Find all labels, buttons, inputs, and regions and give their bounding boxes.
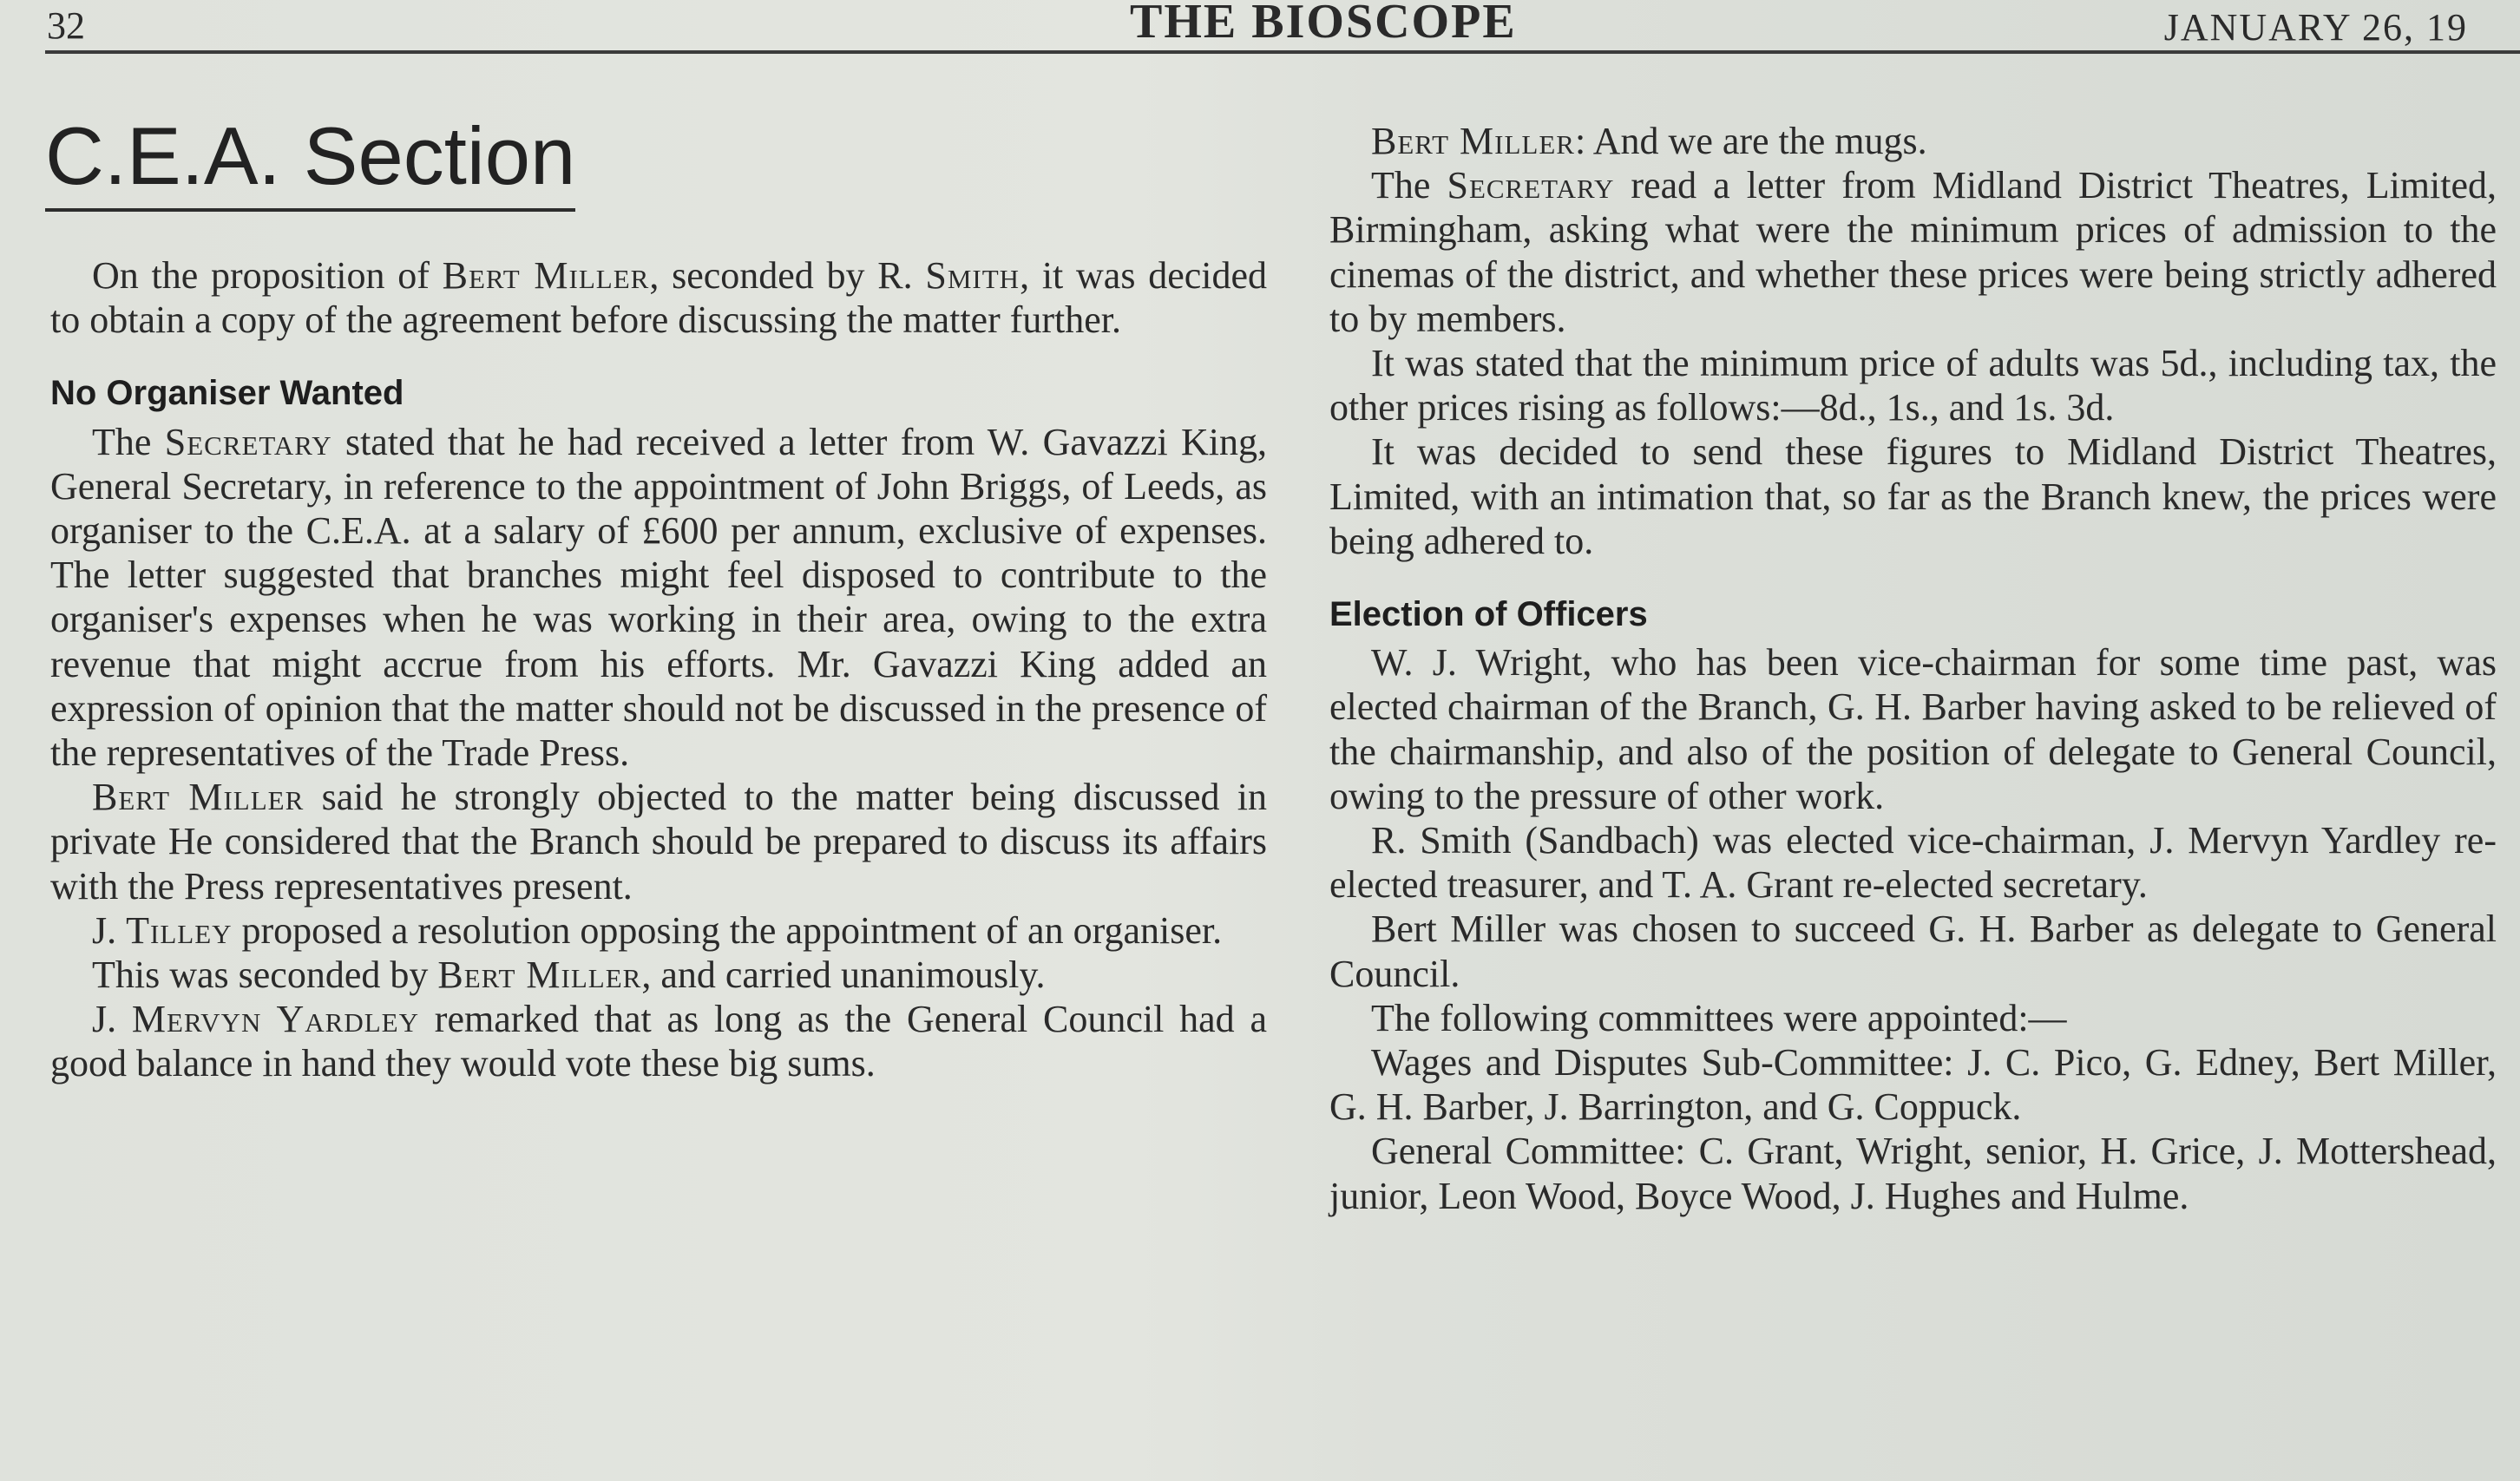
paragraph: This was seconded by Bert Miller, and carried unanimously. (92, 953, 1046, 997)
column-right (1329, 119, 2497, 1218)
paragraph: General Committee: C. Grant, Wright, senior, H. Grice, J. Mottershead, junior, Leon Wood, Boyce Wood, J. Hughes and Hulme. (1329, 1130, 2497, 1217)
paragraph: On the proposition of Bert Miller, seconded by R. Smith, it was decided to obtain a copy of the agreement before discussing the matter further. (50, 254, 1268, 342)
paragraph: It was stated that the minimum price of adults was 5d., including tax, the other prices rising as follows:—8d., 1s., and 1s. 3d. (1329, 342, 2497, 429)
publication-title: THE BIOSCOPE (1130, 0, 1517, 49)
paragraph: J. Mervyn Yardley remarked that as long as the General Council had a good balance in hand they would vote these big sums. (50, 998, 1267, 1085)
paragraph: W. J. Wright, who has been vice-chairman for some time past, was elected chairman of the Branch, G. H. Barber having asked to be relieved of the chairmanship, and also of the position of delegate to General Council, owing to the pressure of other work. (1329, 641, 2497, 817)
person-name: Secretary (1447, 164, 1615, 207)
section-title: C.E.A. Section (45, 113, 575, 212)
person-name: Bert Miller (442, 254, 650, 297)
person-name: Mervyn Yardley (131, 998, 419, 1041)
paragraph: R. Smith (Sandbach) was elected vice-chairman, J. Mervyn Yardley re-elected treasurer, and T. A. Grant re-elected secretary. (1329, 819, 2497, 907)
paragraph: The following committees were appointed:— (1371, 996, 2067, 1039)
column-left (50, 253, 1267, 1086)
paragraph: Bert Miller: And we are the mugs. (1371, 120, 1927, 162)
person-name: Smith (925, 254, 1020, 297)
paragraph: It was decided to send these figures to Midland District Theatres, Limited, with an intimation that, so far as the Branch knew, the prices were being adhered to. (1329, 430, 2497, 562)
paragraph: J. Tilley proposed a resolution opposing the appointment of an organiser. (92, 908, 1223, 952)
person-name: Secretary (164, 420, 332, 463)
person-name: Tilley (126, 908, 233, 952)
paragraph: The Secretary read a letter from Midland District Theatres, Limited, Birmingham, asking what were the minimum prices of admission to the cinemas of the district, and whether these prices were being strictly adhered to by members. (1329, 164, 2497, 340)
paragraph: The Secretary stated that he had received a letter from W. Gavazzi King, General Secretary, in reference to the appointment of John Briggs, of Leeds, as organiser to the C.E.A. at a salary of £600 per annum, exclusive of expenses. The letter suggested that branches might feel disposed to contribute to the organiser's expenses when he was working in their area, owing to the extra revenue that might accrue from his efforts. Mr. Gavazzi King added an expression of opinion that the matter should not be discussed in the presence of the representatives of the Trade Press. (50, 420, 1268, 775)
page-number: 32 (47, 4, 85, 47)
page-header (45, 0, 2520, 54)
issue-date: JANUARY 26, 19 (2163, 6, 2468, 49)
person-name: Bert Miller (1371, 120, 1575, 162)
subheading: No Organiser Wanted (50, 374, 404, 413)
person-name: Bert Miller (437, 953, 642, 997)
paragraph: Wages and Disputes Sub-Committee: J. C. Pico, G. Edney, Bert Miller, G. H. Barber, J. Barrington, and G. Coppuck. (1329, 1041, 2497, 1129)
paragraph: Bert Miller was chosen to succeed G. H. Barber as delegate to General Council. (1329, 908, 2497, 995)
subheading: Election of Officers (1329, 595, 1648, 634)
person-name: Bert Miller (92, 776, 305, 819)
paragraph: Bert Miller said he strongly objected to the matter being discussed in private He considered that the Branch should be prepared to discuss its affairs with the Press representatives present. (50, 776, 1267, 908)
